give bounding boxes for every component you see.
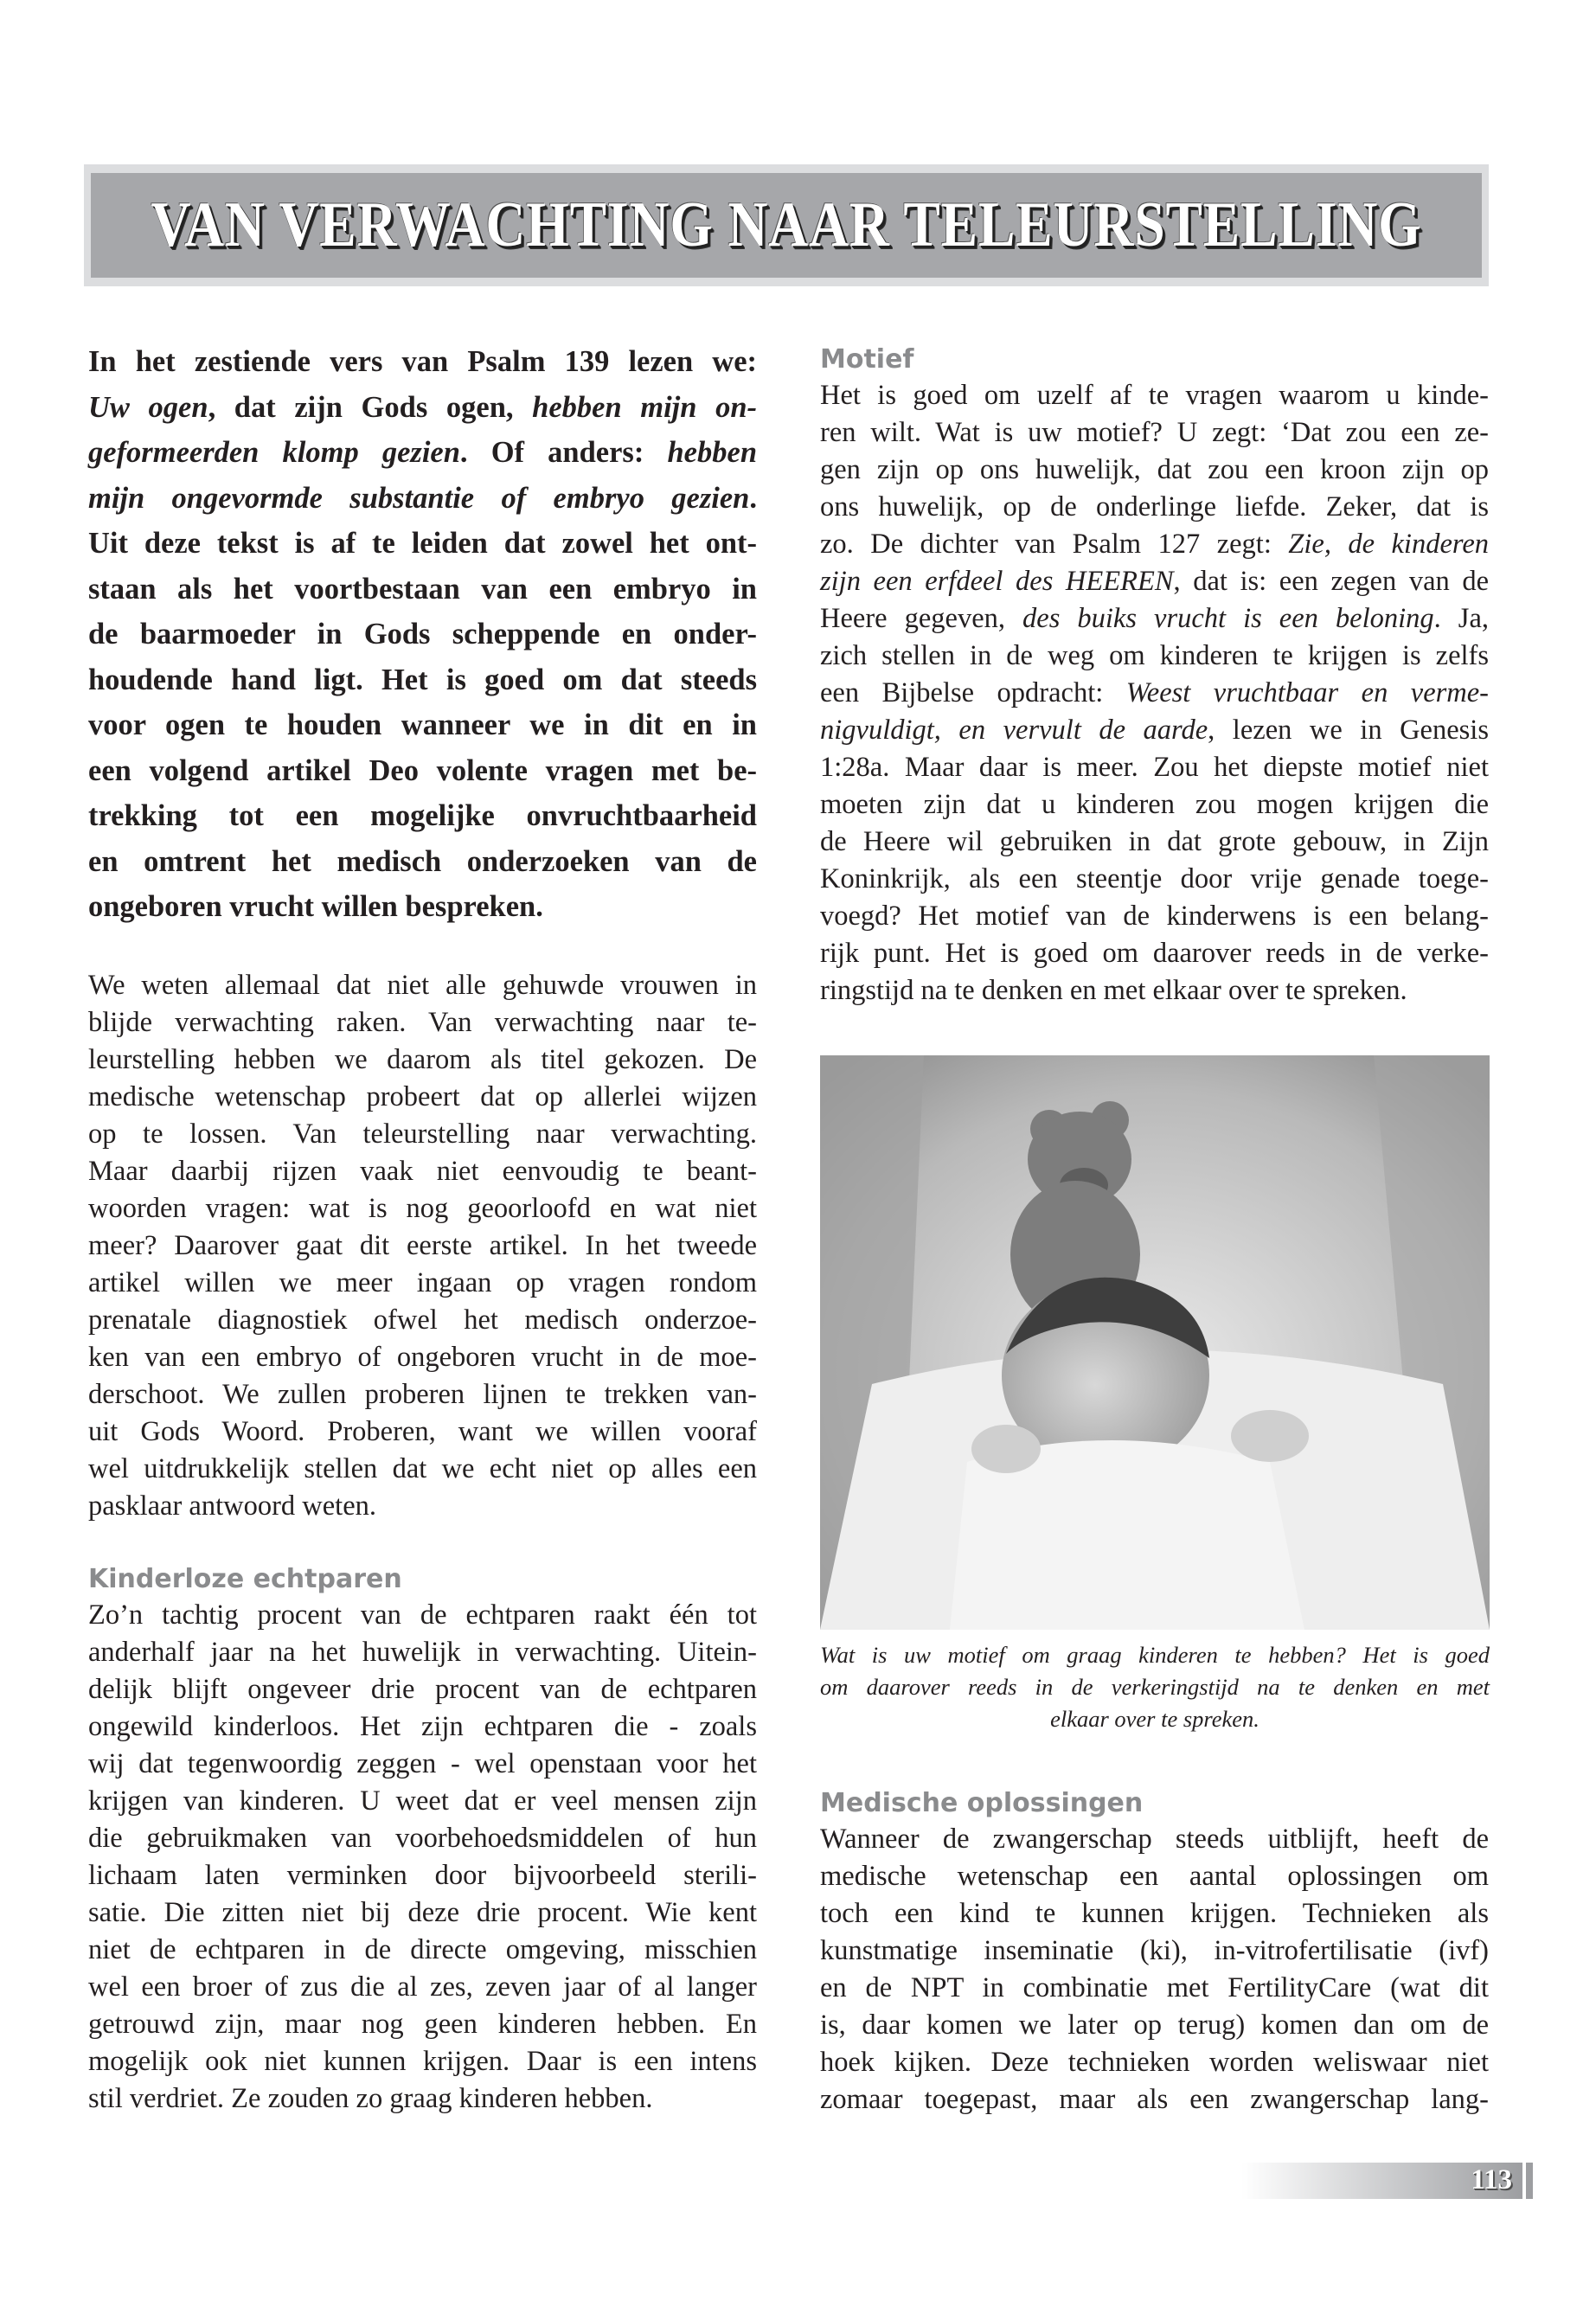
- text: krijgen van kinderen. U weet dat er veel mensen zijn: [88, 1785, 757, 1817]
- text: wel een broer of zus die al zes, zeven jaar of al langer: [88, 1971, 757, 2003]
- italic-text: Uw ogen: [88, 390, 208, 424]
- text-line: [88, 1671, 757, 1708]
- text-line: [88, 1708, 757, 1746]
- text-line: [88, 1894, 757, 1932]
- text-line: [88, 967, 757, 1004]
- text: . Of anders:: [459, 436, 668, 469]
- text-line: [88, 2006, 757, 2043]
- text: en de NPT in combinatie met FertilityCare (wat dit: [820, 1972, 1489, 2003]
- text-line: [820, 600, 1489, 638]
- text-line: [820, 675, 1489, 712]
- text-line: [88, 1634, 757, 1671]
- text: ongewild kinderloos. Het zijn echtparen die - zoals: [88, 1711, 757, 1742]
- text: medische wetenschap een aantal oplossingen om: [820, 1861, 1489, 1892]
- text-line: [88, 430, 757, 476]
- text-line: [88, 1783, 757, 1820]
- text-line: [88, 748, 757, 794]
- body-paragraph-medisch: [820, 1821, 1489, 2118]
- text-line: [820, 489, 1489, 526]
- text: Zo’n tachtig procent van de echtparen raakt één tot: [88, 1599, 757, 1631]
- text-line: [88, 1932, 757, 1969]
- text-line: [820, 1970, 1489, 2007]
- text-line: [88, 1413, 757, 1451]
- text: Koninkrijk, als een steentje door vrije genade toege-: [820, 863, 1489, 894]
- text: zomaar toegepast, maar als een zwangerschap lang-: [820, 2084, 1489, 2115]
- text: voor ogen te houden wanneer we in dit en in: [88, 708, 757, 741]
- text: getrouwd zijn, maar nog geen kinderen hebben. En: [88, 2009, 757, 2040]
- text: ken van een embryo of ongeboren vrucht in de moe-: [88, 1342, 757, 1373]
- text: .: [749, 481, 757, 515]
- text: is, daar komen we later op terug) komen dan om de: [820, 2009, 1489, 2041]
- text-line: [820, 749, 1489, 786]
- text: elkaar over te spreken.: [1050, 1706, 1259, 1732]
- text: zich stellen in de weg om kinderen te krijgen is zelfs: [820, 640, 1489, 671]
- text: , dat is: een zegen van de: [1173, 566, 1489, 597]
- text-line: [88, 1857, 757, 1894]
- text-line: [88, 1376, 757, 1413]
- text: , dat zijn Gods ogen,: [208, 390, 533, 424]
- text-line: [88, 884, 757, 930]
- text: staan als het voortbestaan van een embryo in: [88, 572, 757, 606]
- text-line: [88, 1339, 757, 1376]
- body-paragraph-kinderloze: [88, 1597, 757, 2118]
- text-line: [88, 2043, 757, 2080]
- text: om daarover reeds in de verkeringstijd na te denken en met: [820, 1674, 1490, 1700]
- text-line: [88, 385, 757, 431]
- text-line: [820, 526, 1489, 563]
- text-line: [88, 476, 757, 522]
- text-line: [820, 898, 1489, 935]
- text-line: [820, 1858, 1489, 1895]
- text-line: [88, 1488, 757, 1525]
- text-line: [88, 1597, 757, 1634]
- page-number-bar: [1526, 2163, 1533, 2199]
- italic-text: hebben: [667, 436, 757, 469]
- photo-caption: [820, 1639, 1490, 1735]
- italic-text: nigvuldigt, en vervult de aarde: [820, 715, 1208, 746]
- italic-text: Weest vruchtbaar en verme-: [1125, 677, 1489, 708]
- text-line: [88, 839, 757, 885]
- text: op te lossen. Van teleurstelling naar verwachting.: [88, 1118, 757, 1150]
- text: Uit deze tekst is af te leiden dat zowel het ont-: [88, 527, 757, 560]
- text: leurstelling hebben we daarom als titel gekozen. De: [88, 1044, 757, 1075]
- text-line: [88, 567, 757, 612]
- text-line: [820, 1821, 1489, 1858]
- text: een volgend artikel Deo volente vragen met be-: [88, 753, 757, 787]
- text-line: [88, 793, 757, 839]
- text-line: [820, 786, 1489, 824]
- text-line: [88, 612, 757, 657]
- text: pasklaar antwoord weten.: [88, 1490, 376, 1522]
- italic-text: zijn een erfdeel des HEEREN: [820, 566, 1174, 597]
- italic-text: mijn ongevormde substantie of embryo gezien: [88, 481, 750, 515]
- text: toch een kind te kunnen krijgen. Technieken als: [820, 1898, 1489, 1929]
- text: We weten allemaal dat niet alle gehuwde vrouwen in: [88, 970, 757, 1001]
- text: ringstijd na te denken en met elkaar over te spreken.: [820, 975, 1407, 1006]
- title-banner: [84, 164, 1489, 286]
- text-line: [820, 2007, 1489, 2044]
- italic-text: Zie, de kinderen: [1288, 529, 1490, 560]
- text-line: [88, 1190, 757, 1227]
- text: Wanneer de zwangerschap steeds uitblijft, heeft de: [820, 1823, 1489, 1855]
- text: voegd? Het motief van de kinderwens is een belang-: [820, 901, 1489, 932]
- text-line: [820, 2081, 1489, 2118]
- text: meer? Daarover gaat dit eerste artikel. In het tweede: [88, 1230, 757, 1261]
- text-line: [820, 972, 1489, 1009]
- text: wel uitdrukkelijk stellen dat we echt niet op alles een: [88, 1453, 757, 1484]
- text: houdende hand ligt. Het is goed om dat steeds: [88, 663, 757, 696]
- section-motief: [820, 343, 1489, 1009]
- title-banner-inner: [91, 173, 1482, 278]
- text-line: [820, 1932, 1489, 1970]
- text: niet de echtparen in de directe omgeving, misschien: [88, 1934, 757, 1965]
- text: de Heere wil gebruiken in dat grote gebouw, in Zijn: [820, 826, 1489, 857]
- text-line: [88, 1079, 757, 1116]
- text-line: [820, 1703, 1490, 1735]
- text-line: [88, 1746, 757, 1783]
- text: Het is goed om uzelf af te vragen waarom u kinde-: [820, 380, 1489, 411]
- italic-text: hebben mijn on-: [532, 390, 758, 424]
- text: medische wetenschap probeert dat op allerlei wijzen: [88, 1081, 757, 1112]
- text: ren wilt. Wat is uw motief? U zegt: ‘Dat zou een ze-: [820, 417, 1489, 448]
- text-line: [820, 1671, 1490, 1703]
- text-line: [820, 452, 1489, 489]
- text: , lezen we in Genesis: [1208, 715, 1489, 746]
- text: artikel willen we meer ingaan op vragen rondom: [88, 1267, 757, 1298]
- text: blijde verwachting raken. Van verwachting naar te-: [88, 1007, 757, 1038]
- text: rijk punt. Het is goed om daarover reeds in de verke-: [820, 938, 1489, 969]
- body-paragraph-1: [88, 967, 757, 1525]
- text-line: [88, 1302, 757, 1339]
- text-line: [820, 2044, 1489, 2081]
- text-line: [820, 861, 1489, 898]
- text-line: [88, 1227, 757, 1265]
- text: die gebruikmaken van voorbehoedsmiddelen of hun: [88, 1823, 757, 1854]
- text: ongeboren vrucht willen bespreken.: [88, 890, 543, 923]
- section-kinderloze: [88, 1562, 757, 2118]
- text-line: [88, 1820, 757, 1857]
- text: . Ja,: [1433, 603, 1490, 634]
- photo-sleeping-baby-with-teddy-bear: [820, 1055, 1490, 1630]
- text-line: [88, 1042, 757, 1079]
- text: stil verdriet. Ze zouden zo graag kinderen hebben.: [88, 2083, 653, 2114]
- text: delijk blijft ongeveer drie procent van de echtparen: [88, 1674, 757, 1705]
- page-number: 113: [1471, 2164, 1512, 2195]
- text: anderhalf jaar na het huwelijk in verwachting. Uitein-: [88, 1637, 757, 1668]
- text-line: [88, 657, 757, 703]
- page-number-box: [1241, 2163, 1522, 2199]
- text-line: [820, 563, 1489, 600]
- text: Heere gegeven,: [820, 603, 1023, 634]
- text-line: [88, 1969, 757, 2006]
- text-line: [820, 414, 1489, 452]
- text: kunstmatige inseminatie (ki), in-vitrofertilisatie (ivf): [820, 1935, 1489, 1966]
- text-line: [820, 935, 1489, 972]
- text: ons huwelijk, op de onderlinge liefde. Zeker, dat is: [820, 491, 1489, 522]
- text: uit Gods Woord. Proberen, want we willen vooraf: [88, 1416, 757, 1447]
- text-line: [88, 2080, 757, 2118]
- text: en omtrent het medisch onderzoeken van de: [88, 844, 757, 878]
- text: 1:28a. Maar daar is meer. Zou het diepste motief niet: [820, 752, 1489, 783]
- section-heading-motief: Motief: [820, 344, 914, 375]
- text-line: [820, 712, 1489, 749]
- text-line: [88, 1153, 757, 1190]
- intro-paragraph: [88, 339, 757, 930]
- text: prenatale diagnostiek ofwel het medisch onderzoe-: [88, 1304, 757, 1336]
- article-title: VAN VERWACHTING NAAR TELEURSTELLING: [151, 189, 1422, 260]
- text-line: [820, 1895, 1489, 1932]
- text-line: [820, 824, 1489, 861]
- text-line: [820, 377, 1489, 414]
- section-heading-medische-oplossingen: Medische oplossingen: [820, 1788, 1144, 1818]
- section-heading-kinderloze: Kinderloze echtparen: [88, 1564, 402, 1594]
- text: Maar daarbij rijzen vaak niet eenvoudig te beant-: [88, 1156, 757, 1187]
- text: Wat is uw motief om graag kinderen te hebben? Het is goed: [820, 1642, 1490, 1668]
- text-line: [88, 702, 757, 748]
- text: een Bijbelse opdracht:: [820, 677, 1126, 708]
- text-line: [820, 638, 1489, 675]
- text-line: [88, 1116, 757, 1153]
- text-line: [820, 1639, 1490, 1671]
- text: lichaam laten verminken door bijvoorbeeld sterili-: [88, 1860, 757, 1891]
- italic-text: des buiks vrucht is een beloning: [1022, 603, 1434, 634]
- text: satie. Die zitten niet bij deze drie procent. Wie kent: [88, 1897, 757, 1928]
- text: derschoot. We zullen proberen lijnen te trekken van-: [88, 1379, 757, 1410]
- text: de baarmoeder in Gods scheppende en onder-: [88, 618, 757, 651]
- text-line: [88, 1265, 757, 1302]
- text: gen zijn op ons huwelijk, dat zou een kroon zijn op: [820, 454, 1489, 485]
- text: zo. De dichter van Psalm 127 zegt:: [820, 529, 1289, 560]
- text: moeten zijn dat u kinderen zou mogen krijgen die: [820, 789, 1489, 820]
- text: In het zestiende vers van Psalm 139 lezen we:: [88, 345, 757, 378]
- text-line: [88, 1004, 757, 1042]
- text-line: [88, 521, 757, 567]
- text-line: [88, 1451, 757, 1488]
- italic-text: geformeerden klomp gezien: [88, 436, 460, 469]
- text: hoek kijken. Deze technieken worden weliswaar niet: [820, 2047, 1489, 2078]
- text: mogelijk ook niet kunnen krijgen. Daar is een intens: [88, 2046, 757, 2077]
- section-medische-oplossingen: [820, 1786, 1489, 2118]
- text-line: [88, 339, 757, 385]
- body-paragraph-motief: [820, 377, 1489, 1009]
- text: woorden vragen: wat is nog geoorloofd en wat niet: [88, 1193, 757, 1224]
- text: trekking tot een mogelijke onvruchtbaarheid: [88, 799, 757, 832]
- text: wij dat tegenwoordig zeggen - wel openstaan voor het: [88, 1748, 757, 1779]
